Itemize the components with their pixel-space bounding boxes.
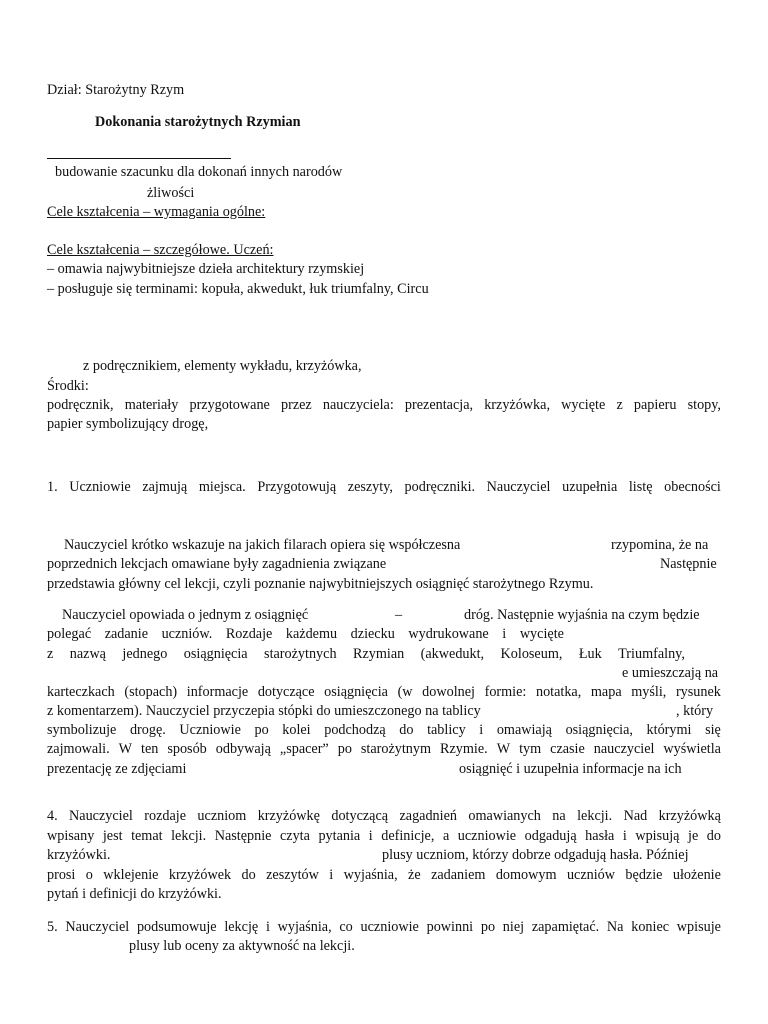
- word: nauczyciela:: [322, 397, 394, 413]
- word: listę: [628, 479, 653, 495]
- word: przez: [281, 397, 312, 413]
- word: nauczyciel: [593, 741, 655, 757]
- word: (akwedukt,: [420, 646, 485, 662]
- word: starożytnym: [360, 741, 432, 757]
- word: po: [254, 722, 269, 738]
- word: rysunek: [675, 684, 721, 700]
- step-3-line: [47, 626, 564, 643]
- word: wydrukowane: [408, 626, 489, 642]
- section-label: Dział: Starożytny Rzym: [47, 82, 185, 98]
- word: Rozdaje: [225, 626, 273, 642]
- word: zagadnień: [399, 808, 457, 824]
- word: 5.: [47, 919, 58, 935]
- word: papieru: [633, 397, 677, 413]
- word: lekcji.: [171, 828, 207, 844]
- word: o: [85, 867, 93, 883]
- step-4-line: [47, 867, 721, 884]
- word: formie:: [484, 684, 527, 700]
- means-heading: Środki:: [47, 378, 89, 394]
- word: uczniowie: [457, 828, 517, 844]
- step-3-line: [47, 741, 721, 758]
- word: wyświetla: [663, 741, 721, 757]
- word: prosi: [47, 867, 76, 883]
- word: zajmowali.: [47, 741, 110, 757]
- word: Triumfalny,: [618, 646, 685, 662]
- word: podchodzą: [324, 722, 386, 738]
- step-3-line: –: [395, 607, 403, 623]
- word: domowym: [495, 867, 557, 883]
- word: do: [399, 722, 414, 738]
- word: zajmują: [142, 479, 188, 495]
- step-2-line: przedstawia główny cel lekcji, czyli poznanie najwybitniejszych osiągnięć starożytnego Rzymu.: [47, 576, 594, 592]
- step-4-line: krzyżówki.: [47, 847, 111, 863]
- word: (w: [397, 684, 413, 700]
- word: uczniów: [566, 867, 616, 883]
- word: powinni: [426, 919, 474, 935]
- word: uzupełnia: [562, 479, 618, 495]
- word: krzyżówką: [658, 808, 721, 824]
- word: podręczniki.: [404, 479, 476, 495]
- means-line: papier symbolizujący drogę,: [47, 416, 209, 432]
- page-title: Dokonania starożytnych Rzymian: [95, 114, 301, 130]
- word: myśli,: [631, 684, 667, 700]
- word: będzie: [625, 867, 663, 883]
- word: Nad: [623, 808, 648, 824]
- step-3-line: Nauczyciel opowiada o jednym z osiągnięć: [62, 607, 309, 623]
- word: uczniom: [197, 808, 247, 824]
- word: je: [688, 828, 699, 844]
- word: krzyżówkę: [257, 808, 320, 824]
- word: krzyżówek: [168, 867, 232, 883]
- word: dowolnej: [422, 684, 475, 700]
- word: z: [47, 646, 54, 662]
- word: i: [479, 722, 484, 738]
- word: wycięte: [561, 397, 606, 413]
- word: Uczniowie: [179, 722, 241, 738]
- word: Na: [606, 919, 624, 935]
- step-2-line: Następnie: [660, 556, 717, 572]
- word: miejsca.: [198, 479, 246, 495]
- step-4-line: [47, 828, 721, 845]
- word: zapamiętać.: [531, 919, 600, 935]
- word: pytania: [318, 828, 361, 844]
- word: wpisuje: [676, 919, 721, 935]
- methods-text: z podręcznikiem, elementy wykładu, krzyżówka,: [83, 358, 362, 374]
- word: W: [496, 741, 511, 757]
- step-3-line: osiągnięć i uzupełnia informacje na ich: [459, 761, 682, 777]
- word: co: [339, 919, 353, 935]
- word: temat: [131, 828, 163, 844]
- word: zadanie: [104, 626, 149, 642]
- word: a: [442, 828, 450, 844]
- word: dotyczącą: [331, 808, 389, 824]
- word: osiągnięcia: [183, 646, 248, 662]
- word: osiągnięcia,: [565, 722, 633, 738]
- word: lekcję: [224, 919, 259, 935]
- word: i: [329, 867, 334, 883]
- word: rozdaje: [144, 808, 187, 824]
- general-goals-heading: Cele kształcenia – wymagania ogólne:: [47, 204, 266, 220]
- word: jest: [102, 828, 123, 844]
- word: Rzymie.: [440, 741, 488, 757]
- word: zeszyty,: [347, 479, 393, 495]
- word: czasie: [550, 741, 585, 757]
- word: dziecku: [350, 626, 395, 642]
- word: koniec: [631, 919, 670, 935]
- word: tym: [519, 741, 542, 757]
- word: wpisują: [635, 828, 680, 844]
- text-fragment: żliwości: [147, 185, 195, 201]
- step-4-line: pytań i definicji do krzyżówki.: [47, 886, 222, 902]
- step-4-line: plusy uczniom, którzy dobrze odgadują hasła. Później: [382, 847, 689, 863]
- step-3-line: , który: [676, 703, 714, 719]
- word: 1.: [47, 479, 58, 495]
- word: i: [622, 828, 627, 844]
- word: kolei: [282, 722, 311, 738]
- step-3-line: [47, 722, 721, 739]
- word: ten: [141, 741, 159, 757]
- step-2-line: rzypomina, że na: [611, 537, 709, 553]
- word: hasła: [585, 828, 615, 844]
- word: Nauczyciel: [65, 919, 130, 935]
- word: i: [265, 919, 270, 935]
- step-3-line: [47, 684, 721, 701]
- education-goal: budowanie szacunku dla dokonań innych narodów: [55, 164, 343, 180]
- word: definicje,: [381, 828, 435, 844]
- word: osiągnięcia: [324, 684, 388, 700]
- word: dotyczące: [257, 684, 315, 700]
- step-5-line: plusy lub oceny za aktywność na lekcji.: [129, 938, 355, 954]
- word: niej: [502, 919, 525, 935]
- word: stopy,: [687, 397, 721, 413]
- detailed-goals-heading: Cele kształcenia – szczegółowe. Uczeń:: [47, 242, 274, 258]
- word: ułożenie: [672, 867, 721, 883]
- word: uczniów.: [161, 626, 213, 642]
- means-line: [47, 397, 721, 414]
- word: zeszytów: [266, 867, 319, 883]
- word: karteczkach: [47, 684, 115, 700]
- word: przygotowane: [189, 397, 270, 413]
- word: „spacer”: [279, 741, 329, 757]
- word: sposób: [167, 741, 207, 757]
- word: Przygotowują: [257, 479, 337, 495]
- word: krzyżówka,: [484, 397, 550, 413]
- step-3-line: [47, 646, 685, 663]
- word: obecności: [664, 479, 721, 495]
- word: materiały: [124, 397, 179, 413]
- word: wpisany: [47, 828, 95, 844]
- word: się: [705, 722, 721, 738]
- word: i: [368, 828, 373, 844]
- word: 4.: [47, 808, 58, 824]
- word: prezentacja,: [404, 397, 474, 413]
- word: starożytnych: [264, 646, 337, 662]
- step-4-line: [47, 808, 721, 825]
- word: Nauczyciel: [69, 808, 133, 824]
- word: po: [480, 919, 496, 935]
- word: podręcznik,: [47, 397, 114, 413]
- goal-item: – posługuje się terminami: kopuła, akwedukt, łuk triumfalny, Circu: [47, 281, 429, 297]
- step-3-line: dróg. Następnie wyjaśnia na czym będzie: [464, 607, 700, 623]
- word: (stopach): [124, 684, 178, 700]
- word: podsumowuje: [136, 919, 217, 935]
- word: odbywają: [215, 741, 271, 757]
- word: lekcji.: [577, 808, 613, 824]
- step-2-line: poprzednich lekcjach omawiane były zagadnienia związane: [47, 556, 387, 572]
- word: Koloseum,: [500, 646, 563, 662]
- word: odgadują: [524, 828, 577, 844]
- word: wklejenie: [103, 867, 159, 883]
- word: do: [706, 828, 721, 844]
- word: uczniowie: [360, 919, 419, 935]
- word: symbolizuje: [47, 722, 117, 738]
- step-1: [47, 479, 721, 496]
- word: którymi: [646, 722, 692, 738]
- step-3-line: e umieszczają na: [622, 665, 719, 681]
- word: Nauczyciel: [486, 479, 551, 495]
- word: Rzymian: [352, 646, 405, 662]
- step-5-line: [47, 919, 721, 936]
- word: wycięte: [519, 626, 564, 642]
- word: polegać: [47, 626, 92, 642]
- word: nazwą: [69, 646, 106, 662]
- word: i: [502, 626, 507, 642]
- word: z: [616, 397, 623, 413]
- word: mapa: [590, 684, 622, 700]
- word: Łuk: [578, 646, 602, 662]
- word: wyjaśnia,: [343, 867, 398, 883]
- word: drogę.: [129, 722, 166, 738]
- word: omawiają: [496, 722, 552, 738]
- word: wyjaśnia,: [277, 919, 332, 935]
- word: czyta: [279, 828, 310, 844]
- word: zadaniem: [431, 867, 486, 883]
- word: tablicy: [427, 722, 466, 738]
- step-2-line: Nauczyciel krótko wskazuje na jakich filarach opiera się współczesna: [64, 537, 461, 553]
- word: W: [118, 741, 133, 757]
- word: na: [552, 808, 566, 824]
- word: po: [337, 741, 352, 757]
- word: Uczniowie: [69, 479, 131, 495]
- step-3-line: prezentację ze zdjęciami: [47, 761, 187, 777]
- divider: [47, 158, 231, 159]
- word: omawianych: [468, 808, 541, 824]
- word: do: [241, 867, 256, 883]
- goal-item: – omawia najwybitniejsze dzieła architektury rzymskiej: [47, 261, 365, 277]
- word: Następnie: [214, 828, 272, 844]
- word: każdemu: [285, 626, 338, 642]
- word: jednego: [122, 646, 168, 662]
- word: informacje: [186, 684, 249, 700]
- word: że: [408, 867, 421, 883]
- word: notatka,: [535, 684, 582, 700]
- step-3-line: z komentarzem). Nauczyciel przyczepia stópki do umieszczonego na tablicy: [47, 703, 481, 719]
